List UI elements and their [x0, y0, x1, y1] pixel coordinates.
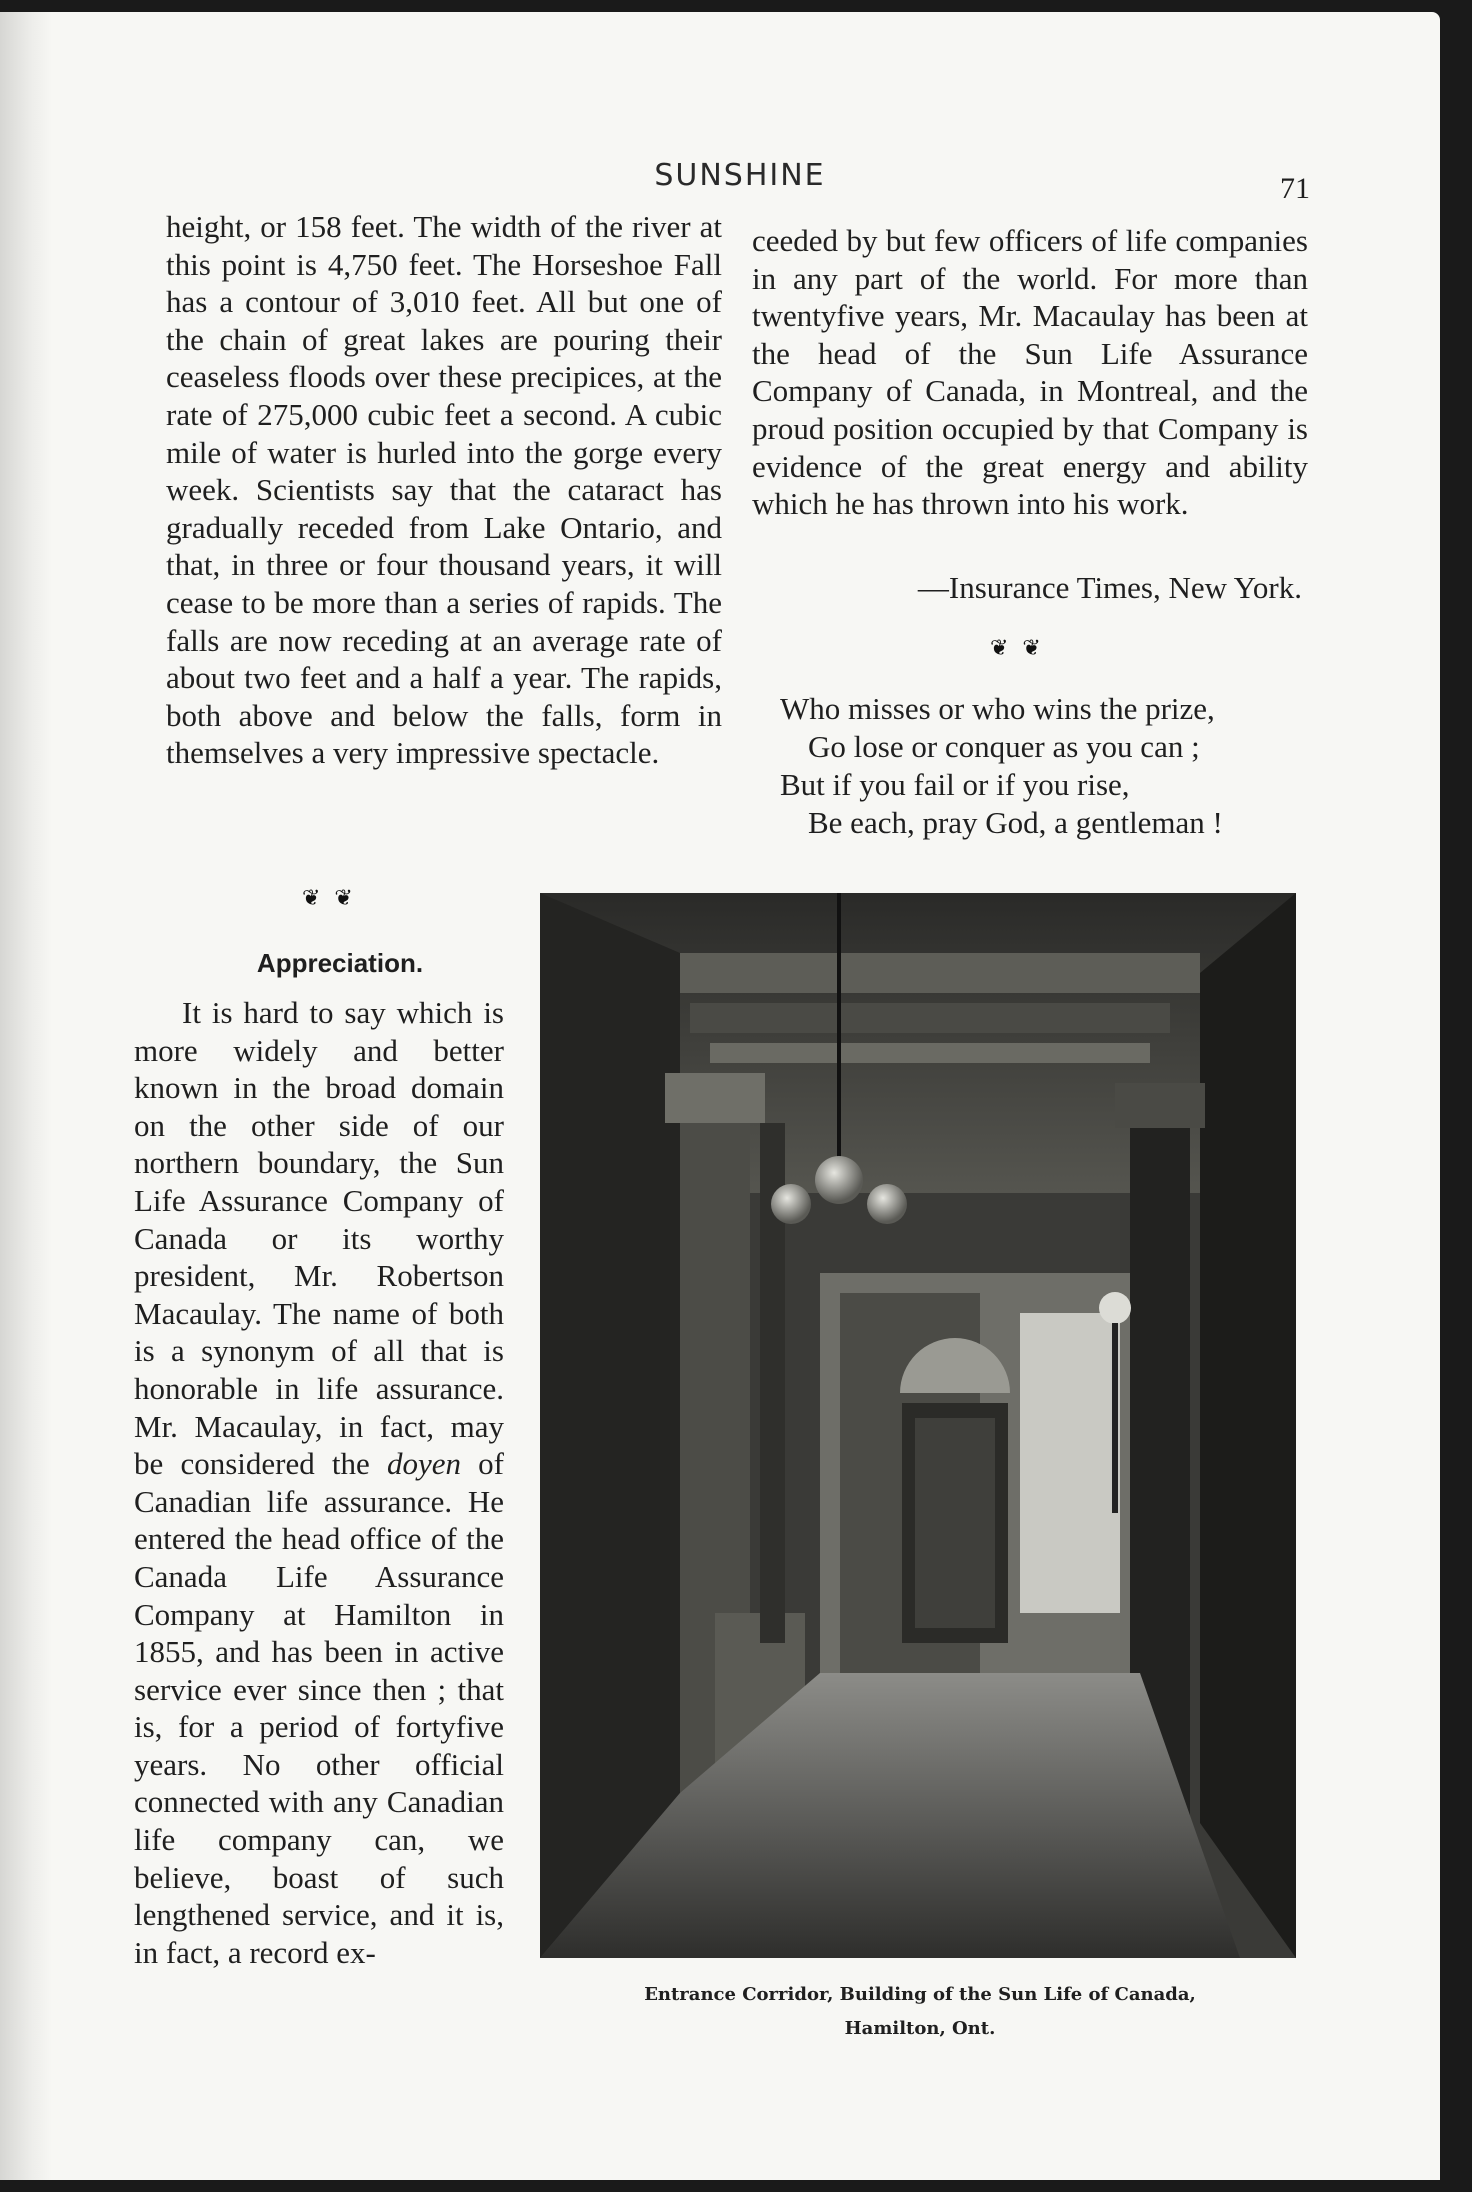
verse-line: Go lose or conquer as you can ; [808, 729, 1200, 764]
corridor-photo-illustration [540, 893, 1296, 1958]
right-column-top [752, 222, 1308, 523]
corridor-photograph [540, 893, 1296, 1958]
running-head: SUNSHINE [654, 158, 826, 193]
verse-line: But if you fail or if you rise, [780, 767, 1130, 802]
appreciation-paragraph [134, 994, 504, 1971]
appreciation-text-part1: It is hard to say which is more widely and better known in the broad domain on the other side of our northern boundary, the Sun Life Assurance Company of Canada or its worthy president, Mr. Robertson Macaulay. The name of both is a synonym of all that is honorable in life assurance. Mr. Macaulay, in fact, may be considered the [134, 995, 504, 1482]
italic-term: doyen [386, 1446, 461, 1482]
appreciation-text-part2: of Canadian life assurance. He entered the head office of the Canada Life Assurance Company at Hamilton in 1855, and has been in active service ever since then ; that is, for a period of fortyfive years. No other official connected with any Canadian life company can, we believe, boast of such lengthened service, and it is, in fact, a record ex- [134, 1446, 504, 1970]
verse-block [780, 690, 1320, 842]
photo-caption-line: Entrance Corridor, Building of the Sun Life of Canada, [644, 1984, 1196, 2005]
niagara-paragraph: height, or 158 feet. The width of the river at this point is 4,750 feet. The Horseshoe Fall has a contour of 3,010 feet. All but one of the chain of great lakes are pouring their ceaseless floods over these precipices, at the rate of 275,000 cubic feet a second. A cubic mile of water is hurled into the gorge every week. Scientists say that the cataract has gradually receded from Lake Ontario, and that, in three or four thousand years, it will cease to be more than a series of rapids. The falls are now receding at an average rate of about two feet and a half a year. The rapids, both above and below the falls, form in themselves a very impressive spectacle. [166, 209, 722, 771]
page-gutter-edge [0, 12, 52, 2180]
verse-line: Who misses or who wins the prize, [780, 691, 1215, 726]
left-column-top [166, 208, 722, 772]
fleuron-ornament-icon: ❦❦ [302, 885, 367, 910]
appreciation-column [134, 994, 504, 1971]
source-attribution: —Insurance Times, New York. [917, 570, 1302, 605]
macaulay-continuation-paragraph: ceeded by but few officers of life companies in any part of the world. For more than twentyfive years, Mr. Macaulay has been at the head of the Sun Life Assurance Company of Canada, in Montreal, and the proud position occupied by that Company is evidence of the great energy and ability which he has thrown into his work. [752, 223, 1308, 522]
page-number: 71 [1280, 172, 1310, 205]
fleuron-ornament-icon: ❦❦ [990, 635, 1055, 660]
verse-line: Be each, pray God, a gentleman ! [808, 805, 1223, 840]
photo-caption [600, 1978, 1240, 2046]
section-heading: Appreciation. [256, 948, 424, 978]
photo-caption-line: Hamilton, Ont. [844, 2018, 996, 2039]
